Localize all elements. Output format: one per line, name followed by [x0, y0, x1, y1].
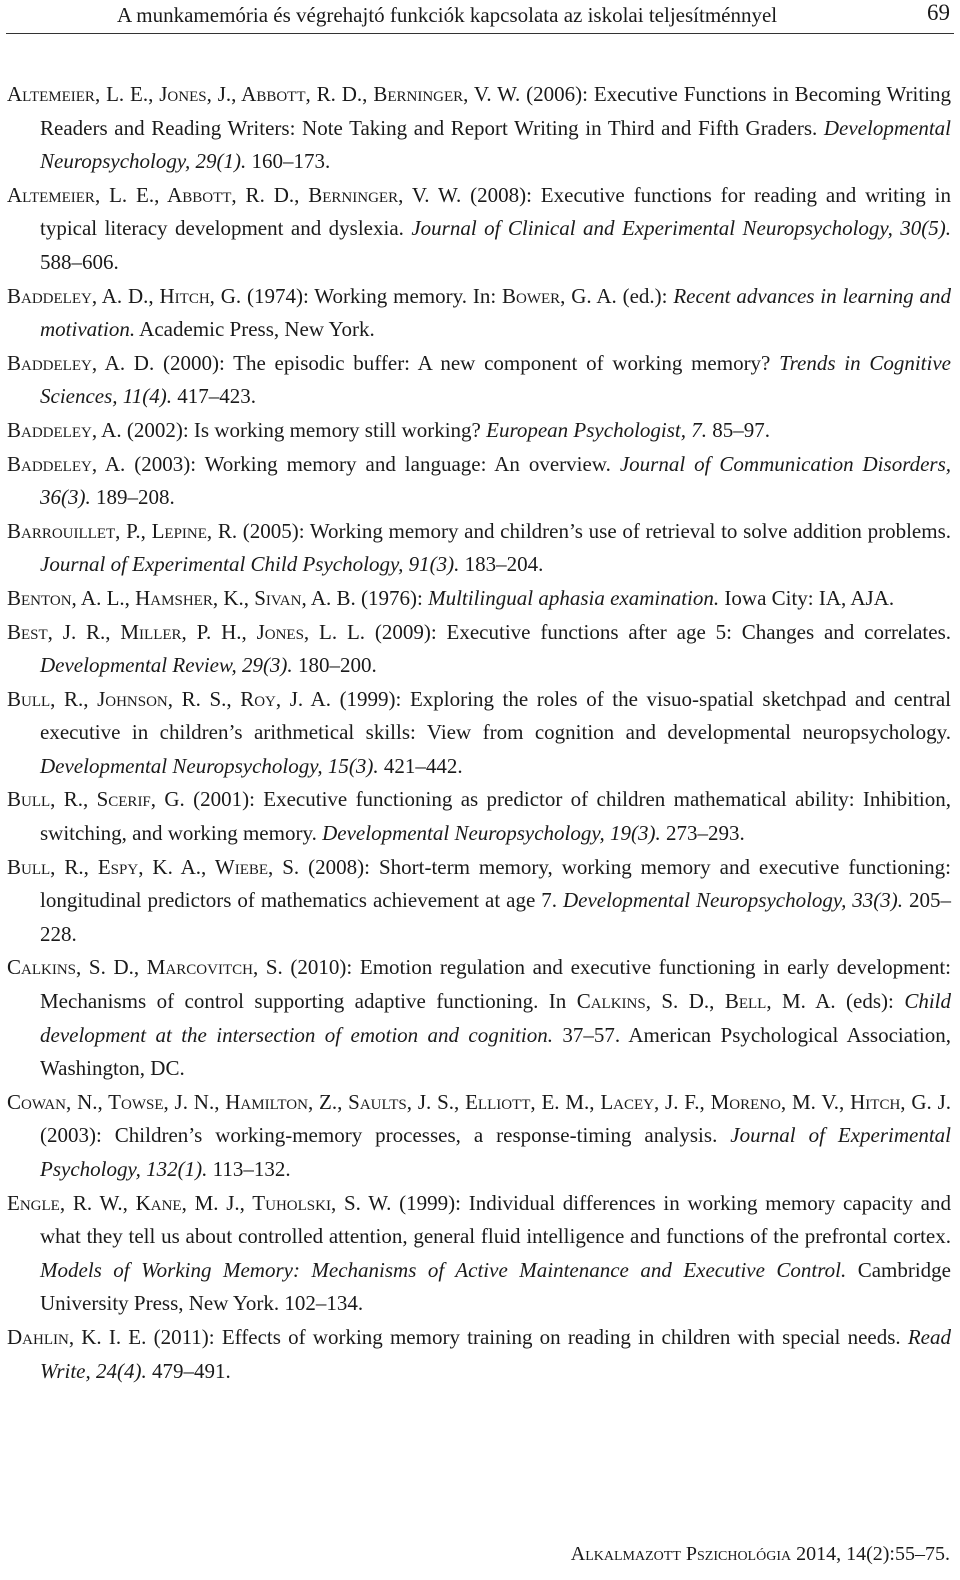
reference-authors: Bull, R., Johnson, R. S., Roy, J. A. — [7, 686, 331, 711]
running-title: A munkamemória és végrehajtó funkciók kapcsolata az iskolai teljesítménnyel — [117, 3, 778, 27]
reference-authors: Altemeier, L. E., Jones, J., Abbott, R. D., Berninger, V. W. — [7, 82, 521, 106]
footer-citation: 2014, 14(2):55–75. — [791, 1543, 950, 1565]
reference-source: Developmental Neuropsychology, 15(3). — [40, 753, 379, 778]
reference-authors: Baddeley, A. D., Hitch, G. — [7, 283, 242, 308]
reference-source: Developmental Review, 29(3). — [40, 653, 293, 678]
reference-text: 273–293. — [660, 821, 745, 846]
reference-entry — [7, 582, 951, 616]
reference-source: Developmental Neuropsychology, 29(1). — [40, 115, 951, 174]
reference-entry — [7, 179, 951, 280]
reference-list — [7, 78, 951, 1388]
reference-text: (ed.): — [616, 283, 674, 308]
reference-text: 37–57. American Psychological Association, Washington, DC. — [40, 1022, 951, 1081]
reference-authors: Best, J. R., Miller, P. H., Jones, L. L. — [7, 619, 366, 644]
reference-source: Read Write, 24(4). — [40, 1324, 951, 1383]
reference-entry — [7, 851, 951, 952]
reference-authors: Barrouillet, P., Lepine, R. — [7, 518, 238, 543]
reference-text: 205–228. — [40, 888, 952, 946]
reference-entry — [7, 783, 951, 850]
reference-text: (1976): — [355, 585, 429, 610]
reference-text: 417–423. — [171, 384, 256, 409]
reference-entry — [7, 1086, 951, 1187]
reference-source: Trends in Cognitive Sciences, 11(4). — [40, 350, 951, 409]
reference-authors: Calkins, S. D., Marcovitch, S. — [7, 955, 283, 980]
reference-text: (2000): The episodic buffer: A new component of working memory? — [154, 350, 780, 375]
reference-text: 189–208. — [90, 485, 175, 510]
reference-source: Developmental Neuropsychology, 33(3). — [562, 888, 904, 913]
reference-text: 180–200. — [292, 653, 377, 678]
reference-authors: Bull, R., Scerif, G. — [7, 787, 185, 812]
reference-source: Journal of Clinical and Experimental Neuropsychology, 30(5). — [411, 216, 952, 241]
reference-text: 421–442. — [378, 753, 463, 778]
reference-text: 183–204. — [459, 552, 544, 577]
page-number: 69 — [927, 0, 950, 25]
reference-authors: Cowan, N., Towse, J. N., Hamilton, Z., Saults, J. S., Elliott, E. M., Lacey, J. F., Moreno, M. V., Hitch, G. J. — [7, 1089, 951, 1114]
footer-journal: Alkalmazott Pszichológia — [570, 1543, 792, 1565]
reference-entry — [7, 1321, 951, 1388]
reference-text: (2009): Executive functions after age 5: Changes and correlates. — [365, 619, 951, 644]
reference-text: Academic Press, New York. — [135, 317, 375, 342]
reference-source: Journal of Experimental Psychology, 132(1). — [40, 1123, 951, 1181]
reference-entry — [7, 448, 951, 515]
reference-entry — [7, 1187, 951, 1321]
reference-text: 85–97. — [707, 417, 770, 442]
reference-text: Cambridge University Press, New York. 102–134. — [40, 1257, 952, 1316]
reference-source: Child development at the intersection of emotion and cognition. — [40, 989, 951, 1047]
reference-authors: Dahlin, K. I. E. — [7, 1324, 147, 1349]
reference-entry — [7, 78, 951, 179]
reference-text: (2010): Emotion regulation and executive functioning in early development: Mechanisms of control supporting adaptive functioning. In — [40, 955, 952, 1014]
reference-authors: Baddeley, A. — [7, 451, 126, 476]
reference-entry — [7, 414, 951, 448]
reference-authors: Bower, G. A. — [502, 283, 617, 308]
reference-authors: Baddeley, A. D. — [7, 350, 155, 375]
reference-source: Journal of Experimental Child Psychology, 91(3). — [40, 552, 460, 577]
reference-text: (2006): Executive Functions in Becoming Writing Readers and Reading Writers: Note Taking and Report Writing in Third and Fifth Graders. — [40, 82, 951, 140]
reference-text: (2008): Executive functions for reading and writing in typical literacy development and dyslexia. — [40, 182, 951, 241]
reference-source: Recent advances in learning and motivation. — [40, 283, 951, 342]
reference-text: (2005): Working memory and children’s use of retrieval to solve addition problems. — [237, 518, 951, 543]
reference-text: 160–173. — [246, 149, 331, 174]
reference-text: (1999): Exploring the roles of the visuo-spatial sketchpad and central executive in children’s arithmetical skills: View from cognition and developmental neuropsychology. — [40, 686, 951, 745]
reference-text: (2001): Executive functioning as predictor of children mathematical ability: Inhibition, switching, and working memory. — [40, 787, 951, 846]
reference-source: Developmental Neuropsychology, 19(3). — [322, 821, 661, 846]
reference-authors: Bull, R., Espy, K. A., Wiebe, S. — [7, 854, 300, 879]
reference-authors: Altemeier, L. E., Abbott, R. D., Berninger, V. W. — [7, 182, 462, 207]
reference-entry — [7, 951, 951, 1085]
reference-text: 479–491. — [146, 1358, 231, 1383]
reference-text: (1974): Working memory. In: — [241, 283, 502, 308]
reference-text: (2008): Short-term memory, working memory and executive functioning: longitudinal predictors of mathematics achievement at age 7. — [40, 854, 951, 913]
reference-source: Models of Working Memory: Mechanisms of Active Maintenance and Executive Control. — [40, 1257, 847, 1282]
reference-entry — [7, 347, 951, 414]
reference-authors: Benton, A. L., Hamsher, K., Sivan, A. B. — [7, 585, 356, 610]
reference-text: (2011): Effects of working memory training on reading in children with special needs. — [146, 1324, 908, 1349]
reference-text: Iowa City: IA, AJA. — [719, 585, 895, 610]
reference-text: 588–606. — [40, 249, 119, 274]
reference-text: (eds): — [835, 989, 905, 1014]
reference-entry — [7, 683, 951, 784]
reference-source: Journal of Communication Disorders, 36(3). — [40, 451, 952, 510]
reference-text: (2002): Is working memory still working? — [121, 417, 487, 442]
reference-entry — [7, 280, 951, 347]
reference-text: 113–132. — [207, 1157, 291, 1181]
reference-authors: Baddeley, A. — [7, 417, 122, 442]
page-footer — [571, 1541, 950, 1567]
reference-source: Multilingual aphasia examination. — [428, 585, 720, 610]
reference-text: (2003): Working memory and language: An overview. — [125, 451, 620, 476]
reference-authors: Engle, R. W., Kane, M. J., Tuholski, S. W. — [7, 1190, 392, 1215]
reference-text: (2003): Children’s working-memory processes, a response-timing analysis. — [40, 1123, 731, 1148]
reference-source: European Psychologist, 7. — [486, 417, 707, 442]
page-header — [0, 0, 960, 34]
reference-text: (1999): Individual differences in working memory capacity and what they tell us about controlled attention, general fluid intelligence and functions of the prefrontal cortex. — [40, 1190, 951, 1249]
reference-entry — [7, 515, 951, 582]
reference-authors: Calkins, S. D., Bell, M. A. — [576, 989, 836, 1014]
reference-entry — [7, 616, 951, 683]
header-rule — [6, 33, 954, 34]
